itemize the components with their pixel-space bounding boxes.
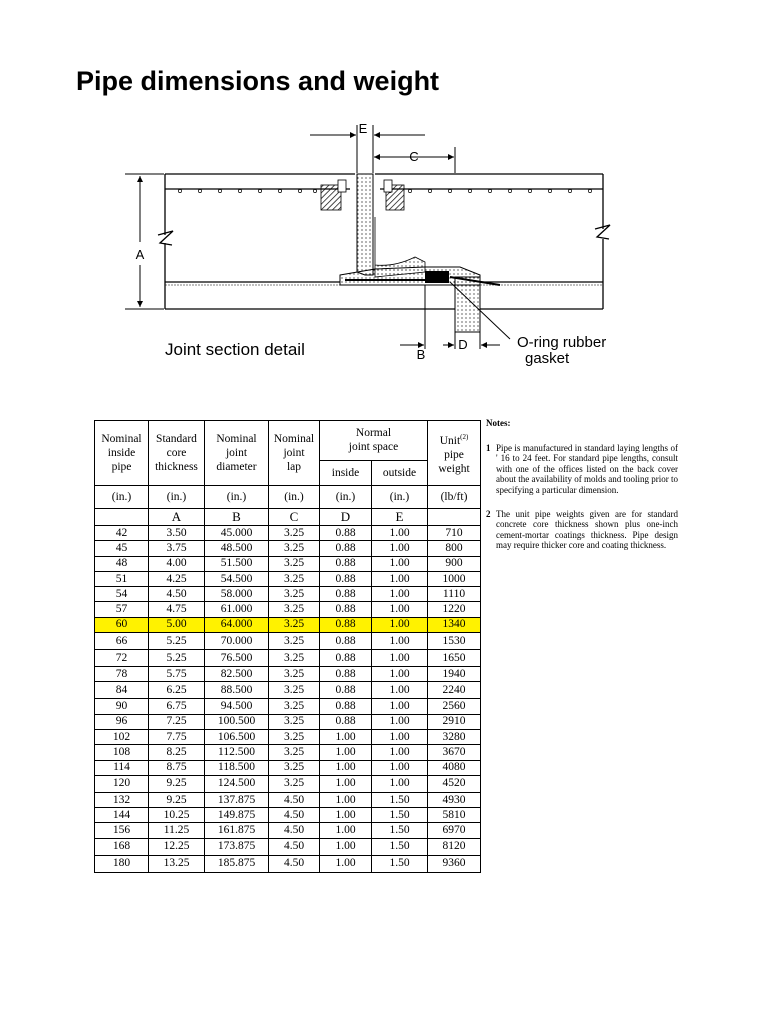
dimension-letter-cell: C bbox=[269, 509, 320, 526]
header-normal-joint-space: Normal joint space bbox=[320, 421, 428, 461]
table-cell: 3.75 bbox=[149, 541, 205, 556]
table-cell: 12.25 bbox=[149, 838, 205, 855]
table-cell: 1.00 bbox=[372, 541, 428, 556]
note-text: Pipe is manufactured in standard laying lengths of ' 16 to 24 feet. For standard pipe lengths, consult with one of the offices listed on the back cover about the availability of molds and tooling prior to specifying a particular dimension. bbox=[496, 442, 678, 495]
table-cell: 13.25 bbox=[149, 855, 205, 872]
table-cell: 8.75 bbox=[149, 760, 205, 775]
dimension-letter-cell bbox=[95, 509, 149, 526]
table-cell: 161.875 bbox=[205, 823, 269, 838]
notes-panel bbox=[486, 418, 678, 564]
label-a: A bbox=[135, 247, 145, 262]
table-cell: 1110 bbox=[428, 587, 481, 602]
table-cell: 45 bbox=[95, 541, 149, 556]
note-1 bbox=[486, 443, 678, 496]
table-cell: 54.500 bbox=[205, 571, 269, 586]
table-cell: 9.25 bbox=[149, 792, 205, 807]
table-cell: 10.25 bbox=[149, 808, 205, 823]
table-cell: 168 bbox=[95, 838, 149, 855]
dimension-letter-cell: D bbox=[320, 509, 372, 526]
table-cell: 1.00 bbox=[372, 714, 428, 729]
pipe-right-section bbox=[158, 174, 610, 309]
table-cell: 3280 bbox=[428, 729, 481, 744]
table-cell: 0.88 bbox=[320, 587, 372, 602]
table-cell: 4520 bbox=[428, 775, 481, 792]
table-cell: 0.88 bbox=[320, 714, 372, 729]
table-cell: 0.88 bbox=[320, 526, 372, 541]
label-e: E bbox=[358, 121, 368, 136]
table-cell: 7.75 bbox=[149, 729, 205, 744]
unit-cell: (in.) bbox=[149, 486, 205, 509]
table-cell: 1.00 bbox=[372, 667, 428, 682]
table-cell: 6.75 bbox=[149, 699, 205, 714]
table-row bbox=[95, 729, 481, 744]
table-cell: 2560 bbox=[428, 699, 481, 714]
table-cell: 0.88 bbox=[320, 617, 372, 632]
table-row bbox=[95, 587, 481, 602]
table-cell: 180 bbox=[95, 855, 149, 872]
header-nominal-inside-pipe: Nominal inside pipe bbox=[95, 421, 149, 486]
table-cell: 3.25 bbox=[269, 650, 320, 667]
table-cell: 1.50 bbox=[372, 823, 428, 838]
table-cell: 0.88 bbox=[320, 541, 372, 556]
table-cell: 5.25 bbox=[149, 650, 205, 667]
table-cell: 124.500 bbox=[205, 775, 269, 792]
table-cell: 800 bbox=[428, 541, 481, 556]
table-cell: 76.500 bbox=[205, 650, 269, 667]
table-cell: 90 bbox=[95, 699, 149, 714]
table-cell: 4.50 bbox=[269, 808, 320, 823]
table-row bbox=[95, 667, 481, 682]
table-cell: 1.00 bbox=[320, 792, 372, 807]
table-cell: 54 bbox=[95, 587, 149, 602]
table-cell: 1340 bbox=[428, 617, 481, 632]
table-cell: 1.00 bbox=[320, 760, 372, 775]
table-cell: 88.500 bbox=[205, 682, 269, 699]
table-cell: 120 bbox=[95, 775, 149, 792]
table-cell: 3.25 bbox=[269, 745, 320, 760]
table-row bbox=[95, 541, 481, 556]
table-cell: 3.25 bbox=[269, 682, 320, 699]
joint-section-diagram bbox=[125, 117, 615, 375]
table-cell: 1.00 bbox=[372, 526, 428, 541]
table-cell: 3.25 bbox=[269, 617, 320, 632]
header-outside: outside bbox=[372, 460, 428, 485]
table-cell: 1.00 bbox=[372, 633, 428, 650]
table-row bbox=[95, 823, 481, 838]
joint-gap bbox=[340, 174, 500, 332]
table-cell: 1.50 bbox=[372, 792, 428, 807]
table-cell: 9.25 bbox=[149, 775, 205, 792]
table-cell: 4.75 bbox=[149, 602, 205, 617]
table-cell: 78 bbox=[95, 667, 149, 682]
diagram-caption: Joint section detail bbox=[165, 340, 305, 359]
table-cell: 66 bbox=[95, 633, 149, 650]
note-text: The unit pipe weights given are for standard concrete core thickness shown plus one-inch cement-mortar coatings thickness. Pipe design may require thicker core and coating thickness. bbox=[496, 508, 678, 551]
table-cell: 6970 bbox=[428, 823, 481, 838]
units-row bbox=[95, 486, 481, 509]
table-cell: 4.50 bbox=[149, 587, 205, 602]
unit-cell: (in.) bbox=[269, 486, 320, 509]
table-cell: 102 bbox=[95, 729, 149, 744]
table-cell: 1.00 bbox=[320, 729, 372, 744]
table-cell: 57 bbox=[95, 602, 149, 617]
table-cell: 4930 bbox=[428, 792, 481, 807]
table-row bbox=[95, 602, 481, 617]
table-cell: 0.88 bbox=[320, 650, 372, 667]
header-unit-pipe-weight: Unit$^{(2)}$ pipe weight bbox=[428, 421, 481, 486]
pipe-left-section bbox=[165, 174, 455, 309]
note-number: 2 bbox=[486, 508, 491, 519]
table-cell: 144 bbox=[95, 808, 149, 823]
dimension-letter-cell bbox=[428, 509, 481, 526]
unit-cell: (in.) bbox=[205, 486, 269, 509]
table-cell: 149.875 bbox=[205, 808, 269, 823]
table-cell: 1.00 bbox=[372, 602, 428, 617]
table-body bbox=[95, 526, 481, 873]
table-cell: 84 bbox=[95, 682, 149, 699]
table-cell: 185.875 bbox=[205, 855, 269, 872]
table-cell: 114 bbox=[95, 760, 149, 775]
table-cell: 1.00 bbox=[372, 682, 428, 699]
table-cell: 48 bbox=[95, 556, 149, 571]
table-cell: 3.50 bbox=[149, 526, 205, 541]
table-cell: 1.00 bbox=[372, 729, 428, 744]
table-cell: 5.00 bbox=[149, 617, 205, 632]
table-cell: 3.25 bbox=[269, 699, 320, 714]
table-row bbox=[95, 792, 481, 807]
unit-cell: (in.) bbox=[95, 486, 149, 509]
table-cell: 132 bbox=[95, 792, 149, 807]
table-cell: 2910 bbox=[428, 714, 481, 729]
table-cell: 1650 bbox=[428, 650, 481, 667]
dimension-letter-cell: E bbox=[372, 509, 428, 526]
table-cell: 173.875 bbox=[205, 838, 269, 855]
table-cell: 1.00 bbox=[372, 760, 428, 775]
table-cell: 45.000 bbox=[205, 526, 269, 541]
table-cell: 5.25 bbox=[149, 633, 205, 650]
table-cell: 4.50 bbox=[269, 855, 320, 872]
table-cell: 72 bbox=[95, 650, 149, 667]
pipe-dimensions-table bbox=[94, 420, 481, 873]
table-cell: 8120 bbox=[428, 838, 481, 855]
table-cell: 710 bbox=[428, 526, 481, 541]
table-cell: 108 bbox=[95, 745, 149, 760]
table-cell: 1.50 bbox=[372, 808, 428, 823]
table-cell: 2240 bbox=[428, 682, 481, 699]
unit-cell: (lb/ft) bbox=[428, 486, 481, 509]
table-cell: 0.88 bbox=[320, 667, 372, 682]
table-row bbox=[95, 650, 481, 667]
table-cell: 5.75 bbox=[149, 667, 205, 682]
table-row bbox=[95, 855, 481, 872]
header-inside: inside bbox=[320, 460, 372, 485]
table-cell: 1530 bbox=[428, 633, 481, 650]
table-cell: 4.50 bbox=[269, 792, 320, 807]
page-title: Pipe dimensions and weight bbox=[76, 66, 440, 96]
table-cell: 11.25 bbox=[149, 823, 205, 838]
table-cell: 0.88 bbox=[320, 633, 372, 650]
note-2 bbox=[486, 509, 678, 551]
letters-row bbox=[95, 509, 481, 526]
table-cell: 900 bbox=[428, 556, 481, 571]
table-cell: 4.50 bbox=[269, 823, 320, 838]
table-cell: 3.25 bbox=[269, 587, 320, 602]
table-cell: 82.500 bbox=[205, 667, 269, 682]
table-cell: 3.25 bbox=[269, 633, 320, 650]
table-cell: 1.00 bbox=[320, 775, 372, 792]
table-cell: 0.88 bbox=[320, 556, 372, 571]
table-cell: 94.500 bbox=[205, 699, 269, 714]
table-row bbox=[95, 760, 481, 775]
table-cell: 3.25 bbox=[269, 541, 320, 556]
table-cell: 1.00 bbox=[320, 808, 372, 823]
table-cell: 3.25 bbox=[269, 775, 320, 792]
table-row bbox=[95, 775, 481, 792]
table-row bbox=[95, 699, 481, 714]
table-cell: 1000 bbox=[428, 571, 481, 586]
table-cell: 5810 bbox=[428, 808, 481, 823]
gasket-label-line1: O-ring rubber bbox=[517, 334, 607, 351]
table-cell: 0.88 bbox=[320, 602, 372, 617]
table-cell: 6.25 bbox=[149, 682, 205, 699]
table-cell: 100.500 bbox=[205, 714, 269, 729]
table-cell: 1.00 bbox=[320, 838, 372, 855]
gasket-label-line2: gasket bbox=[525, 350, 570, 367]
dimension-letter-cell: B bbox=[205, 509, 269, 526]
table-row bbox=[95, 682, 481, 699]
notes-title: Notes: bbox=[486, 418, 511, 428]
table-cell: 1.00 bbox=[372, 617, 428, 632]
table-cell: 4.25 bbox=[149, 571, 205, 586]
table-cell: 1.00 bbox=[372, 650, 428, 667]
table-cell: 70.000 bbox=[205, 633, 269, 650]
table-cell: 1.00 bbox=[372, 745, 428, 760]
label-c: C bbox=[409, 149, 419, 164]
table-cell: 9360 bbox=[428, 855, 481, 872]
table-cell: 1.00 bbox=[320, 823, 372, 838]
table-cell: 3.25 bbox=[269, 602, 320, 617]
table-row bbox=[95, 526, 481, 541]
table-cell: 1.00 bbox=[372, 699, 428, 714]
table-cell: 7.25 bbox=[149, 714, 205, 729]
label-b: B bbox=[416, 347, 426, 362]
table-cell: 3.25 bbox=[269, 556, 320, 571]
table-cell: 96 bbox=[95, 714, 149, 729]
table-cell: 1.00 bbox=[320, 745, 372, 760]
table-cell: 61.000 bbox=[205, 602, 269, 617]
table-cell: 51 bbox=[95, 571, 149, 586]
table-cell: 4.50 bbox=[269, 838, 320, 855]
table-cell: 3.25 bbox=[269, 526, 320, 541]
table-cell: 106.500 bbox=[205, 729, 269, 744]
table-cell: 3.25 bbox=[269, 571, 320, 586]
table-cell: 137.875 bbox=[205, 792, 269, 807]
table-cell: 4080 bbox=[428, 760, 481, 775]
header-nominal-joint-diameter: Nominal joint diameter bbox=[205, 421, 269, 486]
table-cell: 58.000 bbox=[205, 587, 269, 602]
table-cell: 48.500 bbox=[205, 541, 269, 556]
table-cell: 8.25 bbox=[149, 745, 205, 760]
table-cell: 112.500 bbox=[205, 745, 269, 760]
table-cell: 3.25 bbox=[269, 760, 320, 775]
table-row bbox=[95, 714, 481, 729]
table-cell: 3670 bbox=[428, 745, 481, 760]
table-cell: 1940 bbox=[428, 667, 481, 682]
table-row bbox=[95, 838, 481, 855]
table-cell: 4.00 bbox=[149, 556, 205, 571]
table-cell: 60 bbox=[95, 617, 149, 632]
header-nominal-joint-lap: Nominal joint lap bbox=[269, 421, 320, 486]
table-cell: 1.00 bbox=[320, 855, 372, 872]
table-cell: 1.00 bbox=[372, 571, 428, 586]
table-cell: 0.88 bbox=[320, 571, 372, 586]
table-cell: 0.88 bbox=[320, 682, 372, 699]
table-cell: 1220 bbox=[428, 602, 481, 617]
unit-cell: (in.) bbox=[320, 486, 372, 509]
table-cell: 42 bbox=[95, 526, 149, 541]
table-cell: 156 bbox=[95, 823, 149, 838]
table-cell: 1.00 bbox=[372, 775, 428, 792]
table-cell: 3.25 bbox=[269, 714, 320, 729]
table-row bbox=[95, 556, 481, 571]
table-cell: 64.000 bbox=[205, 617, 269, 632]
table-cell: 1.00 bbox=[372, 587, 428, 602]
table-cell: 3.25 bbox=[269, 729, 320, 744]
dimension-letter-cell: A bbox=[149, 509, 205, 526]
table-row bbox=[95, 745, 481, 760]
table-cell: 1.50 bbox=[372, 855, 428, 872]
table-cell: 1.50 bbox=[372, 838, 428, 855]
table-cell: 3.25 bbox=[269, 667, 320, 682]
table-row bbox=[95, 617, 481, 632]
table-cell: 1.00 bbox=[372, 556, 428, 571]
table-row bbox=[95, 571, 481, 586]
table-row bbox=[95, 633, 481, 650]
note-number: 1 bbox=[486, 442, 491, 453]
table-cell: 0.88 bbox=[320, 699, 372, 714]
unit-cell: (in.) bbox=[372, 486, 428, 509]
table-row bbox=[95, 808, 481, 823]
header-standard-core-thickness: Standard core thickness bbox=[149, 421, 205, 486]
table-cell: 51.500 bbox=[205, 556, 269, 571]
dimension-lines bbox=[125, 125, 510, 349]
label-d: D bbox=[458, 337, 468, 352]
table-cell: 118.500 bbox=[205, 760, 269, 775]
